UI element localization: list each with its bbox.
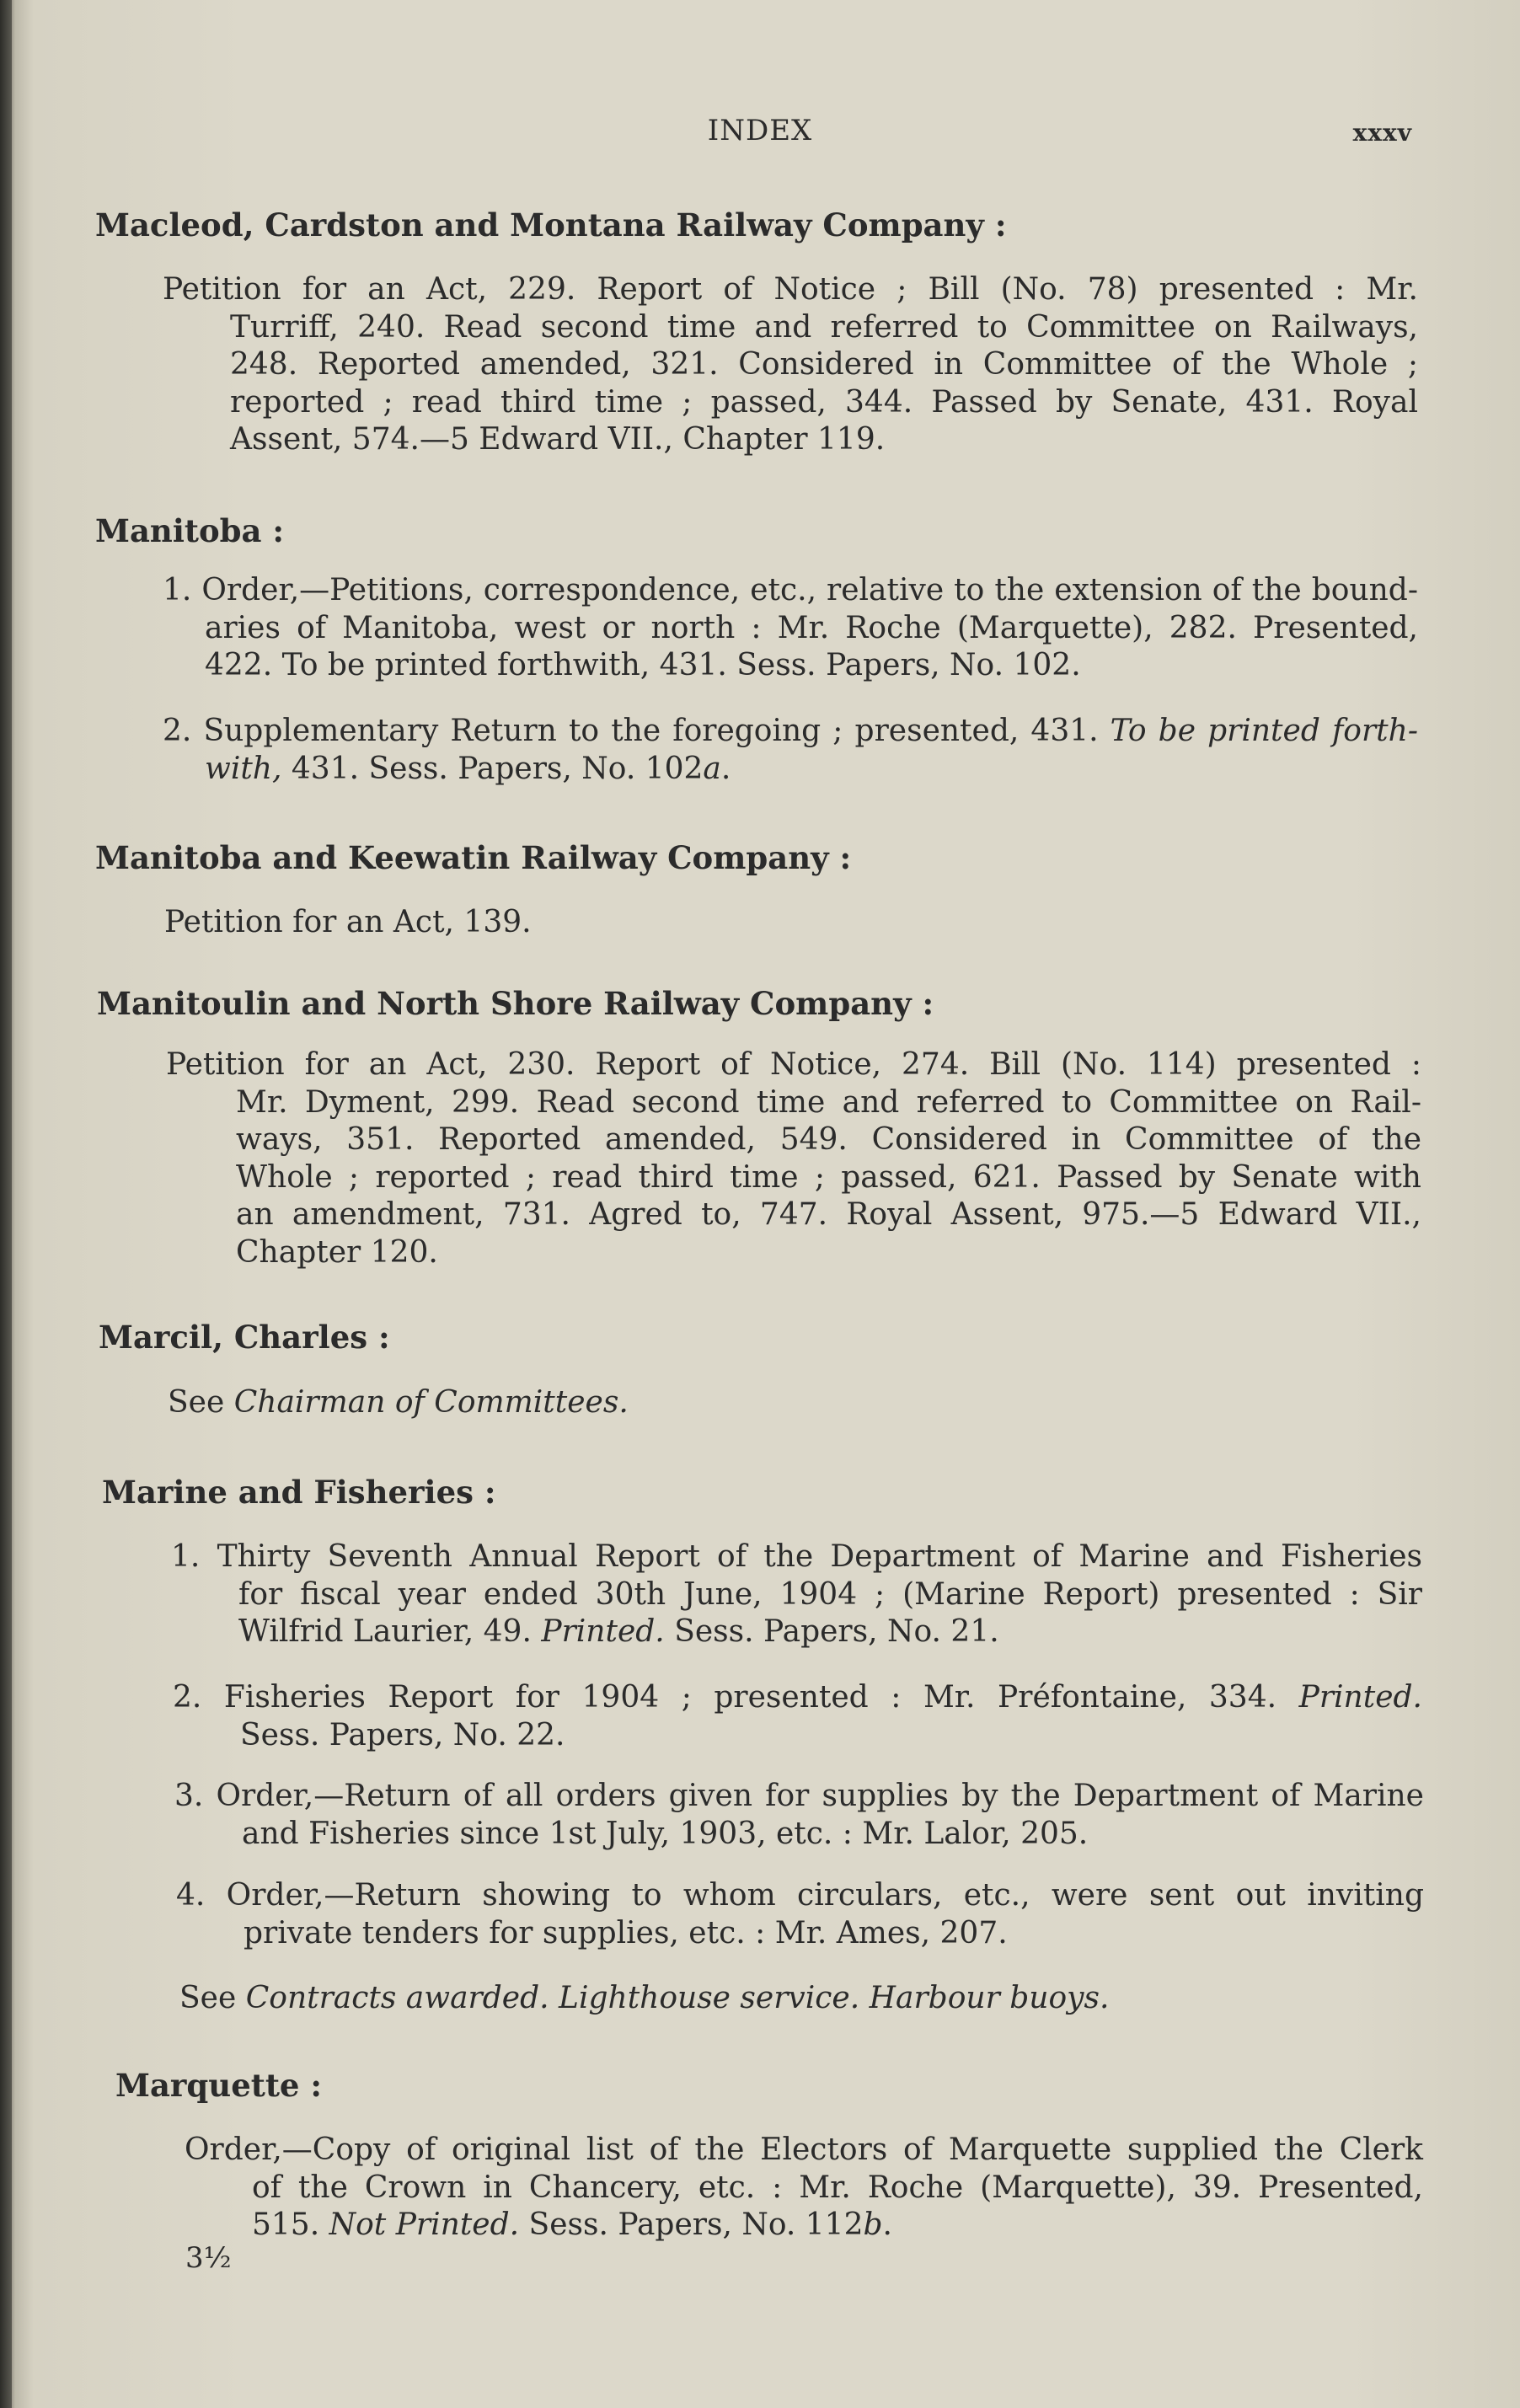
entry-line: 1. Thirty Seventh Annual Report of the Department of Marine and Fisheries [171,1539,1422,1574]
entry-line: 422. To be printed forthwith, 431. Sess. Papers, No. 102. [205,648,1081,682]
entry-line: Petition for an Act, 230. Report of Notice, 274. Bill (No. 114) presented : [166,1047,1421,1082]
entry-text [163,713,1418,788]
entry-heading: Marine and Fisheries : [102,1474,496,1511]
book-spine-shadow [0,0,12,2408]
entry-text [164,904,1420,942]
entry-line: Assent, 574.—5 Edward VII., Chapter 119. [230,422,886,457]
entry-line: of the Crown in Chancery, etc. : Mr. Roche (Marquette), 39. Presented, [252,2170,1423,2205]
entry-text [166,1046,1421,1271]
entry-line: ways, 351. Reported amended, 549. Considered in Committee of the [236,1122,1421,1157]
entry-line: 2. Fisheries Report for 1904 ; presented : Mr. Préfontaine, 334. Printed. [173,1680,1422,1715]
entry-heading: Macleod, Cardston and Montana Railway Company : [95,206,1007,243]
entry-line: 1. Order,—Petitions, correspondence, etc., relative to the extension of the bound- [163,573,1418,607]
entry-text [179,1980,1426,2018]
entry-line: Whole ; reported ; read third time ; passed, 621. Passed by Senate with [236,1159,1421,1195]
entry-text [185,2132,1423,2245]
entry-line: Petition for an Act, 139. [164,905,532,939]
entry-line: for fiscal year ended 30th June, 1904 ; (Marine Report) presented : Sir [238,1576,1422,1612]
entry-line: Chapter 120. [236,1234,438,1270]
entry-line: 515. Not Printed. Sess. Papers, No. 112b. [252,2207,892,2242]
entry-line: Sess. Papers, No. 22. [240,1717,565,1752]
entry-line: an amendment, 731. Agred to, 747. Royal Assent, 975.—5 Edward VII., [236,1197,1421,1232]
entry-heading: Marquette : [115,2067,322,2104]
entry-line: See Chairman of Committees. [168,1385,629,1420]
entry-line: Order,—Copy of original list of the Electors of Marquette supplied the Clerk [185,2132,1423,2167]
entry-line: Petition for an Act, 229. Report of Notice ; Bill (No. 78) presented : Mr. [163,272,1418,307]
entry-line: 248. Reported amended, 321. Considered in Committee of the Whole ; [230,347,1418,382]
entry-text [174,1778,1424,1853]
entry-text [163,271,1418,459]
entry-line: See Contracts awarded. Lighthouse service. Harbour buoys. [179,1981,1110,2015]
entry-line: with, 431. Sess. Papers, No. 102a. [205,751,731,786]
entry-line: Wilfrid Laurier, 49. Printed. Sess. Papers, No. 21. [238,1614,999,1649]
entry-heading: Manitoba : [95,512,285,549]
entry-text [168,1384,1423,1422]
entry-heading: Marcil, Charles : [99,1319,390,1356]
entry-text [163,572,1418,685]
entry-line: Turriff, 240. Read second time and referred to Committee on Railways, [230,309,1418,345]
entry-heading: Manitoba and Keewatin Railway Company : [95,839,852,876]
page-number: xxxv [1352,119,1412,147]
entry-line: 4. Order,—Return showing to whom circulars, etc., were sent out inviting [176,1878,1424,1913]
entry-line: aries of Manitoba, west or north : Mr. Roche (Marquette), 282. Presented, [205,610,1418,645]
entry-heading: Manitoulin and North Shore Railway Company : [97,985,934,1022]
page-title: INDEX [707,114,813,147]
page-header [0,114,1520,156]
entry-line: 2. Supplementary Return to the foregoing ; presented, 431. To be printed forth- [163,714,1418,748]
entry-line: private tenders for supplies, etc. : Mr. Ames, 207. [244,1915,1008,1950]
entry-text [176,1877,1424,1952]
entry-text [173,1679,1422,1754]
entry-line: reported ; read third time ; passed, 344. Passed by Senate, 431. Royal [230,384,1418,420]
entry-line: and Fisheries since 1st July, 1903, etc. : Mr. Lalor, 205. [242,1816,1089,1851]
entry-line: 3. Order,—Return of all orders given for supplies by the Department of Marine [174,1779,1424,1813]
entry-text [171,1538,1422,1651]
signature-mark: 3½ [185,2241,232,2275]
entry-line: Mr. Dyment, 299. Read second time and referred to Committee on Rail- [236,1084,1421,1120]
